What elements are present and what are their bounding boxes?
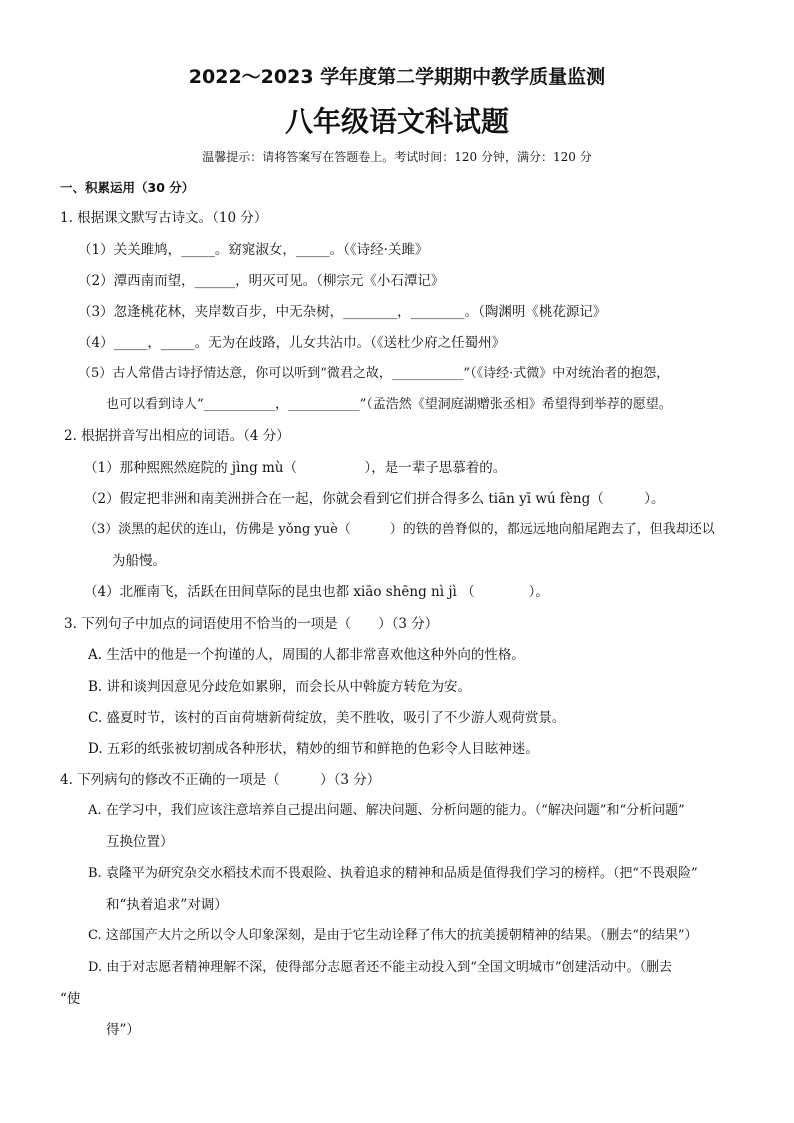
- question-3-option-c: C. 盛夏时节，该村的百亩荷塘新荷绽放，美不胜收，吸引了不少游人观荷赏景。: [88, 710, 566, 726]
- question-1-item-continued: 也可以看到诗人“___________，___________”（孟浩然《望洞庭湖赠张丞相》希望得到举荐的愿望。: [106, 397, 672, 412]
- question-2-item: （3）淡黑的起伏的连山，仿佛是 yǒng yuè（ ）的铁的兽脊似的，都远远地向船尾跑去了，但我却还以: [84, 522, 715, 537]
- question-3-option-d: D. 五彩的纸张被切割成各种形状，精妙的细节和鲜艳的色彩令人目眩神迷。: [88, 741, 539, 757]
- question-2-stem: 2. 根据拼音写出相应的词语。（4 分）: [64, 428, 290, 444]
- question-3-option-b: B. 讲和谈判因意见分歧危如累卵，而会长从中斡旋方转危为安。: [88, 679, 472, 695]
- question-2-item: （2）假定把非洲和南美洲拼合在一起，你就会看到它们拼合得多么 tiān yī wú fèng（ ）。: [84, 491, 665, 507]
- question-4-option-d: D. 由于对志愿者精神理解不深，使得部分志愿者还不能主动投入到“全国文明城市”创建活动中。（删去: [88, 960, 673, 975]
- exam-title: 2022～2023 学年度第二学期期中教学质量监测: [188, 66, 606, 88]
- question-1-item: （2）潭西南而望，______，明灭可见。（柳宗元《小石潭记》: [78, 273, 445, 289]
- question-2-item: （1）那种熙熙然庭院的 jìng mù（ ），是一辈子思慕着的。: [84, 460, 507, 476]
- question-4-option-b: B. 袁隆平为研究杂交水稻技术而不畏艰险、执着追求的精神和品质是值得我们学习的榜样。（把“不畏艰险”: [88, 866, 698, 881]
- exam-subtitle: 八年级语文科试题: [284, 105, 509, 138]
- question-1-item: （5）古人常借古诗抒情达意，你可以听到“微君之故，___________”（《诗经·式微》中对统治者的抱怨，: [78, 366, 670, 381]
- question-4-option-d-continued: 得”）: [106, 1022, 140, 1038]
- question-2-item-continued: 为船慢。: [112, 553, 166, 569]
- question-4-option-b-continued: 和“执着追求”对调）: [106, 897, 228, 913]
- question-1-item: （1）关关雎鸠，_____。窈窕淑女，_____。（《诗经·关雎》: [78, 242, 429, 258]
- question-4-option-d-continued: “使: [60, 991, 81, 1007]
- exam-tip: 温馨提示：请将答案写在答题卷上。考试时间：120 分钟，满分：120 分: [202, 150, 592, 164]
- question-3-stem: 3. 下列句子中加点的词语使用不恰当的一项是（ ）（3 分）: [64, 616, 439, 632]
- question-3-option-a: A. 生活中的他是一个拘谨的人，周围的人都非常喜欢他这种外向的性格。: [88, 647, 525, 663]
- question-1-item: （4）_____，_____。无为在歧路，儿女共沾巾。（《送杜少府之任蜀州》: [78, 335, 506, 351]
- question-4-option-a: A. 在学习中，我们应该注意培养自己提出问题、解决问题、分析问题的能力。（“解决问题”和“分析问题”: [88, 803, 685, 818]
- question-2-item: （4）北雁南飞，活跃在田间草际的昆虫也都 xiāo shēng nì jì （ ）。: [84, 584, 549, 600]
- section-heading: 一、积累运用（30 分）: [60, 180, 195, 195]
- question-4-option-c: C. 这部国产大片之所以令人印象深刻，是由于它生动诠释了伟大的抗美援朝精神的结果。（删去“的结果”）: [88, 928, 698, 943]
- question-4-stem: 4. 下列病句的修改不正确的一项是（ ）（3 分）: [60, 772, 381, 788]
- question-4-option-a-continued: 互换位置）: [106, 834, 174, 850]
- question-1-stem: 1. 根据课文默写古诗文。（10 分）: [60, 210, 268, 226]
- question-1-item: （3）忽逢桃花林，夹岸数百步，中无杂树，________，________。（陶渊明《桃花源记》: [78, 304, 607, 320]
